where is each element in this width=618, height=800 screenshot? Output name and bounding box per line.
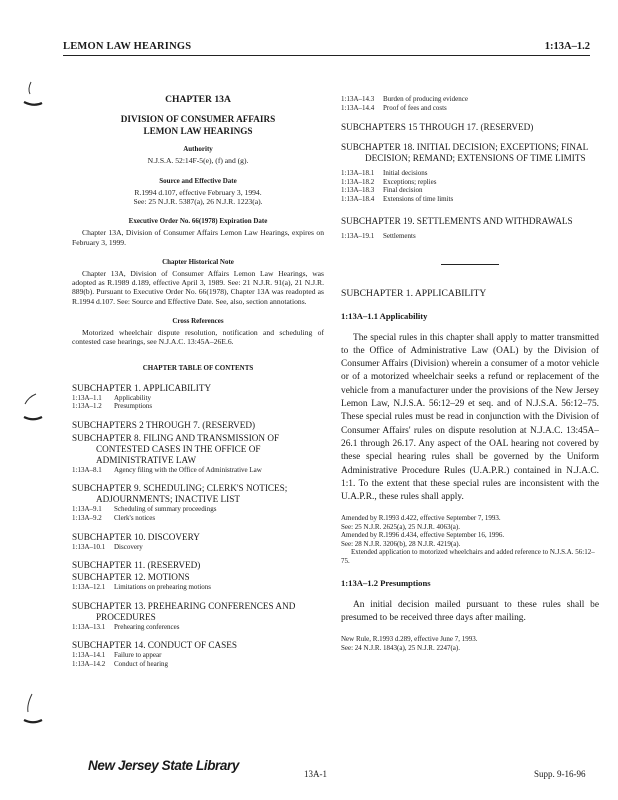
section-divider-rule [441,264,499,265]
toc-subchapter-11: SUBCHAPTER 11. (RESERVED) [72,560,201,571]
page-number: 13A-1 [304,769,327,779]
supplement-date: Supp. 9-16-96 [534,769,586,779]
toc-entry: 1:13A–9.1 Scheduling of summary proceedings [72,505,217,514]
chapter-title-line-2: LEMON LAW HEARINGS [143,126,253,137]
section-1-2-body: An initial decision mailed pursuant to these rules shall be presumed to be received three days after mailing. [341,599,599,623]
toc-entry: 1:13A–12.1 Limitations on prehearing motions [72,583,212,592]
table-of-contents-heading: CHAPTER TABLE OF CONTENTS [142,364,254,373]
punch-hole-mark-middle [22,392,44,424]
source-line-2: See: 25 N.J.R. 5387(a), 26 N.J.R. 1223(a). [133,197,263,207]
toc-subchapter-8: SUBCHAPTER 8. FILING AND TRANSMISSION OF CONTESTED CASES IN THE OFFICE OF ADMINISTRATIVE LAW [72,432,280,465]
toc-entry: 1:13A–18.1 Initial decisions [341,169,428,178]
toc-entry: 1:13A–1.1 Applicability [72,393,151,402]
right-column [341,95,599,652]
history-note: Extended application to motorized wheelchairs and added reference to N.J.S.A. 56:12–75. [341,548,595,565]
toc-entry: 1:13A–9.2 Clerk's notices [72,514,156,523]
toc-subchapter-14: SUBCHAPTER 14. CONDUCT OF CASES [72,640,237,651]
toc-entry: 1:13A–14.1 Failure to appear [72,651,162,660]
punch-hole-mark-top [22,80,44,110]
history-note: See: 28 N.J.R. 3206(b), 28 N.J.R. 4219(a). [341,539,461,548]
section-1-2-history-notes [341,635,599,652]
subchapter-1-heading: SUBCHAPTER 1. APPLICABILITY [341,288,487,300]
section-1-1-heading: 1:13A–1.1 Applicability [341,311,428,322]
running-head-title: LEMON LAW HEARINGS [63,41,192,52]
toc-entry: 1:13A–18.3 Final decision [341,186,423,195]
section-1-2-heading: 1:13A–1.2 Presumptions [341,578,431,589]
toc-entry: 1:13A–14.3 Burden of producing evidence [341,95,468,103]
executive-order-text: Chapter 13A, Division of Consumer Affairs Lemon Law Hearings, expires on February 3, 1999. [72,228,324,247]
left-column [72,95,324,669]
section-1-1-body: The special rules in this chapter shall apply to matter transmitted to the Office of Administrative Law (OAL) by the Division of Consumer Affairs (Division) wherein a consumer of a motor vehicle or of a motorized wheelchair seeks a refund or replacement of the vehicle from a manufacturer under the provisions of the New Jersey Lemon Law, N.J.S.A. 56:12–29 et seq. and of N.J.S.A. 56:12–75. These special rules must be read in conjunction with the Division of Consumer Affairs' rules on dispute resolution at N.J.A.C. 13:45A–26.1 through 26.17. Any aspect of the OAL hearing not covered by these special hearing rules shall be governed by the Uniform Administrative Procedure Rules (U.A.P.R.) contained in N.J.A.C. 1:1. To the extent that these special rules are inconsistent with the U.A.P.R., these rules shall apply. [341,332,599,503]
header-rule [63,55,590,56]
source-heading: Source and Effective Date [159,176,237,185]
toc-subchapter-1: SUBCHAPTER 1. APPLICABILITY [72,382,212,393]
toc-entry: 1:13A–14.2 Conduct of hearing [72,660,169,668]
history-note: New Rule, R.1993 d.289, effective June 7, 1993. [341,635,478,644]
running-head-section: 1:13A–1.2 [544,41,590,52]
chapter-title [72,113,324,137]
toc-subchapters-2-7: SUBCHAPTERS 2 THROUGH 7. (RESERVED) [72,419,256,430]
toc-subchapter-9: SUBCHAPTER 9. SCHEDULING; CLERK'S NOTICES; ADJOURNMENTS; INACTIVE LIST [72,483,288,505]
toc-subchapter-19: SUBCHAPTER 19. SETTLEMENTS AND WITHDRAWALS [341,215,573,226]
toc-subchapter-18: SUBCHAPTER 18. INITIAL DECISION; EXCEPTIONS; FINAL DECISION; REMAND; EXTENSIONS OF TIME LIMITS [341,142,588,164]
executive-order-heading: Executive Order No. 66(1978) Expiration Date [128,217,268,226]
toc-subchapter-13: SUBCHAPTER 13. PREHEARING CONFERENCES AND PROCEDURES [72,600,296,622]
authority-heading: Authority [183,145,213,154]
library-stamp-logo: New Jersey State Library [88,758,239,773]
chapter-title-line-1: DIVISION OF CONSUMER AFFAIRS [120,114,276,125]
toc-subchapters-15-17: SUBCHAPTERS 15 THROUGH 17. (RESERVED) [341,122,534,133]
history-note: Amended by R.1996 d.434, effective September 16, 1996. [341,531,505,540]
authority-text: N.J.S.A. 52:14F-5(e), (f) and (g). [147,156,249,166]
toc-entry: 1:13A–14.4 Proof of fees and costs [341,103,447,112]
toc-subchapter-10: SUBCHAPTER 10. DISCOVERY [72,531,200,542]
history-note: See: 24 N.J.R. 1843(a), 25 N.J.R. 2247(a). [341,643,460,652]
toc-entry: 1:13A–13.1 Prehearing conferences [72,622,180,631]
toc-entry: 1:13A–18.2 Exceptions; replies [341,177,437,186]
toc-subchapter-12: SUBCHAPTER 12. MOTIONS [72,572,190,583]
source-line-1: R.1994 d.107, effective February 3, 1994. [134,187,262,197]
punch-hole-mark-bottom [22,692,44,726]
section-1-1-history-notes [341,514,599,565]
historical-note-text: Chapter 13A, Division of Consumer Affairs Lemon Law Hearings, was adopted as R.1989 d.189, effective April 3, 1989. See: 21 N.J.R. 91(a), 21 N.J.R. 889(b). Pursuant to Executive Order No. 66(1978), Chapter 13A was readopted as R.1994 d.107. See: Source and Effective Date. See, also, section annotations. [72,269,324,306]
toc-entry: 1:13A–18.4 Extensions of time limits [341,194,454,203]
historical-note-heading: Chapter Historical Note [162,257,234,266]
toc-entry: 1:13A–8.1 Agency filing with the Office of Administrative Law [72,465,262,474]
cross-references-heading: Cross References [172,316,224,325]
toc-entry: 1:13A–10.1 Discovery [72,542,143,551]
history-note: See: 25 N.J.R. 2625(a), 25 N.J.R. 4063(a). [341,522,460,531]
toc-subchapter-18-entries [341,169,599,203]
cross-references-text: Motorized wheelchair dispute resolution, notification and scheduling of contested case hearings, see N.J.A.C. 13:45A–26E.6. [72,328,324,347]
toc-entry: 1:13A–19.1 Settlements [341,231,416,240]
toc-entry: 1:13A–1.2 Presumptions [72,402,153,411]
history-note: Amended by R.1993 d.422, effective September 7, 1993. [341,514,501,523]
chapter-heading: CHAPTER 13A [165,94,231,105]
